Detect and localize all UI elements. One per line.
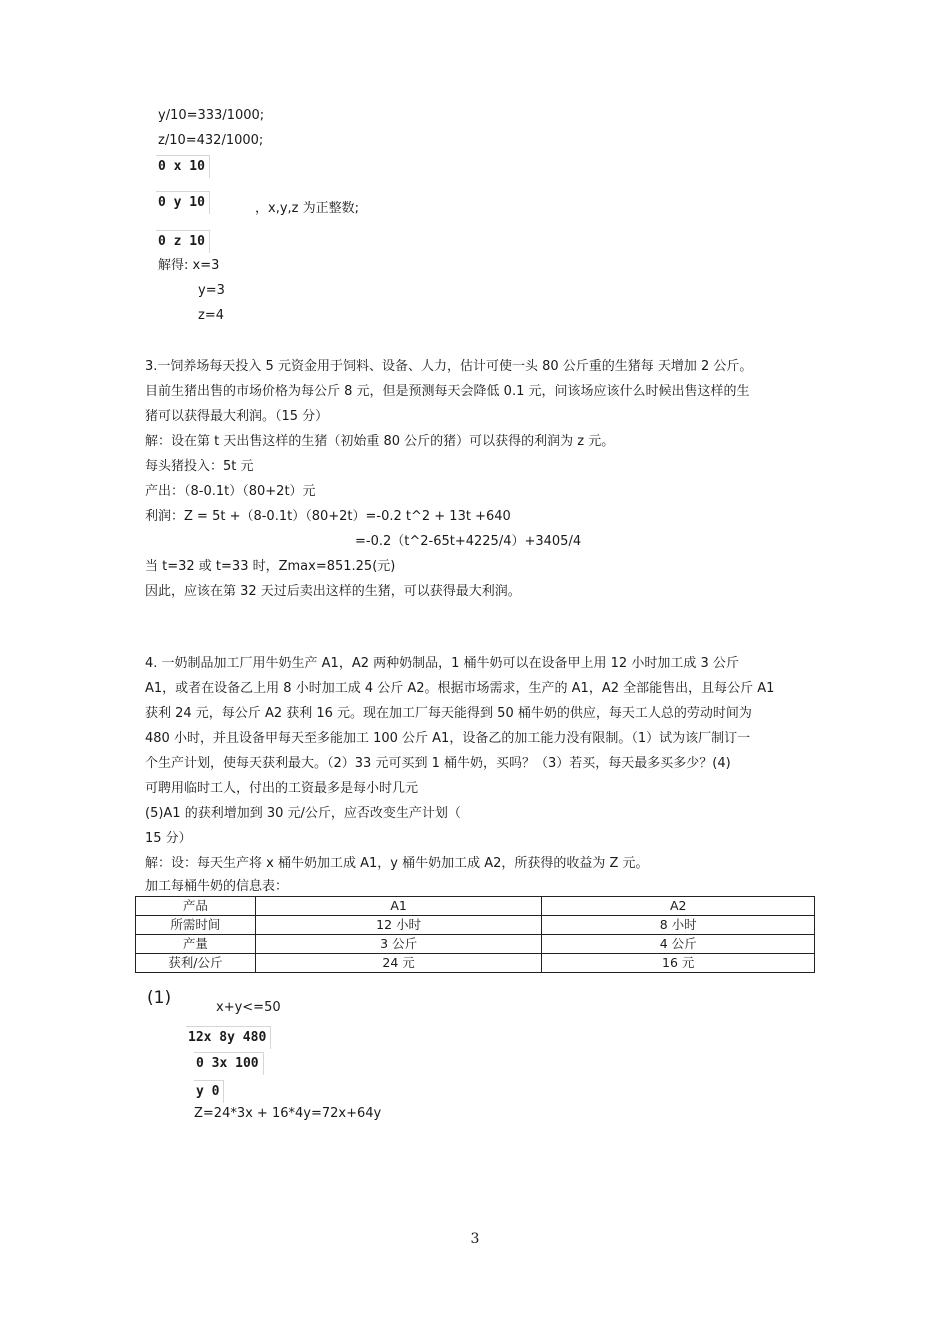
- table-cell: 所需时间: [136, 916, 256, 935]
- equation-y: y/10=333/1000;: [158, 108, 265, 123]
- q3-line: 每头猪投入：5t 元: [145, 459, 254, 474]
- constraint-box-z: 0 z 10: [156, 230, 210, 253]
- table-cell: 16 元: [542, 954, 815, 973]
- table-row: [136, 954, 815, 973]
- table-cell: 产量: [136, 935, 256, 954]
- integer-condition: ，x,y,z 为正整数;: [255, 201, 359, 216]
- table-header-cell: A1: [255, 897, 542, 916]
- table-cell: 24 元: [255, 954, 542, 973]
- question-4: [145, 651, 810, 876]
- equation-z: z/10=432/1000;: [158, 133, 264, 148]
- table-caption: 加工每桶牛奶的信息表：: [145, 879, 289, 894]
- table-header-cell: A2: [542, 897, 815, 916]
- q4-line: 个生产计划，使每天获利最大。（2）33 元可买到 1 桶牛奶，买吗？（3）若买，每天最多买多少？(4): [145, 756, 731, 771]
- q4-line: A1，或者在设备乙上用 8 小时加工成 4 公斤 A2。根据市场需求，生产的 A1，A2 全部能售出，且每公斤 A1: [145, 681, 775, 696]
- q3-line: 解：设在第 t 天出售这样的生猪（初始重 80 公斤的猪）可以获得的利润为 z 元。: [145, 434, 615, 449]
- constraint-box-x: 0 x 10: [156, 155, 210, 178]
- table-cell: 12 小时: [255, 916, 542, 935]
- q4-line: 480 小时，并且设备甲每天至多能加工 100 公斤 A1，设备乙的加工能力没有限制。（1）试为该厂制订一: [145, 731, 751, 746]
- constraint-milk: x+y<=50: [216, 1000, 281, 1015]
- q3-line: 利润：Z = 5t +（8-0.1t）（80+2t）=-0.2 t^2 + 13t +640: [145, 509, 511, 524]
- solution-z: z=4: [198, 308, 224, 323]
- q3-line: 目前生猪出售的市场价格为每公斤 8 元，但是预测每天会降低 0.1 元，问该场应该什么时候出售这样的生: [145, 384, 750, 399]
- constraint-box-y-nonneg: y 0: [194, 1080, 224, 1103]
- objective-function: Z=24*3x + 16*4y=72x+64y: [194, 1106, 382, 1121]
- constraint-box-labor: 12x 8y 480: [186, 1026, 271, 1049]
- part-1-label: (1): [147, 988, 172, 1008]
- solution-x: 解得: x=3: [158, 258, 220, 273]
- q3-line-indented: =-0.2（t^2-65t+4225/4）+3405/4: [355, 534, 582, 549]
- table-row: [136, 935, 815, 954]
- q4-line: (5)A1 的获利增加到 30 元/公斤，应否改变生产计划（: [145, 806, 461, 821]
- solution-y: y=3: [198, 283, 225, 298]
- table-cell: 4 公斤: [542, 935, 815, 954]
- q3-conclusion: 因此，应该在第 32 天过后卖出这样的生猪，可以获得最大利润。: [145, 584, 521, 599]
- table-cell: 获利/公斤: [136, 954, 256, 973]
- q4-line: 获利 24 元，每公斤 A2 获利 16 元。现在加工厂每天能得到 50 桶牛奶的供应，每天工人总的劳动时间为: [145, 706, 752, 721]
- q4-line: 4. 一奶制品加工厂用牛奶生产 A1，A2 两种奶制品，1 桶牛奶可以在设备甲上用 12 小时加工成 3 公斤: [145, 656, 739, 671]
- info-table: [135, 896, 815, 973]
- table-header-cell: 产品: [136, 897, 256, 916]
- q4-line: 可聘用临时工人，付出的工资最多是每小时几元: [145, 781, 419, 796]
- table-cell: 8 小时: [542, 916, 815, 935]
- q3-line: 3.一饲养场每天投入 5 元资金用于饲料、设备、人力，估计可使一头 80 公斤重的生猪每 天增加 2 公斤。: [145, 359, 753, 374]
- constraint-box-capacity: 0 3x 100: [194, 1052, 264, 1075]
- q4-line: 15 分）: [145, 831, 192, 846]
- table-cell: 3 公斤: [255, 935, 542, 954]
- q4-line: 解：设：每天生产将 x 桶牛奶加工成 A1，y 桶牛奶加工成 A2，所获得的收益为 Z 元。: [145, 856, 649, 871]
- question-3: [145, 354, 810, 604]
- constraint-box-y: 0 y 10: [156, 191, 210, 214]
- q3-line: 当 t=32 或 t=33 时，Zmax=851.25(元): [145, 559, 396, 574]
- page-number: 3: [470, 1231, 480, 1247]
- table-header-row: [136, 897, 815, 916]
- q3-line: 猪可以获得最大利润。（15 分）: [145, 409, 329, 424]
- table-row: [136, 916, 815, 935]
- q3-line: 产出：（8-0.1t）（80+2t）元: [145, 484, 316, 499]
